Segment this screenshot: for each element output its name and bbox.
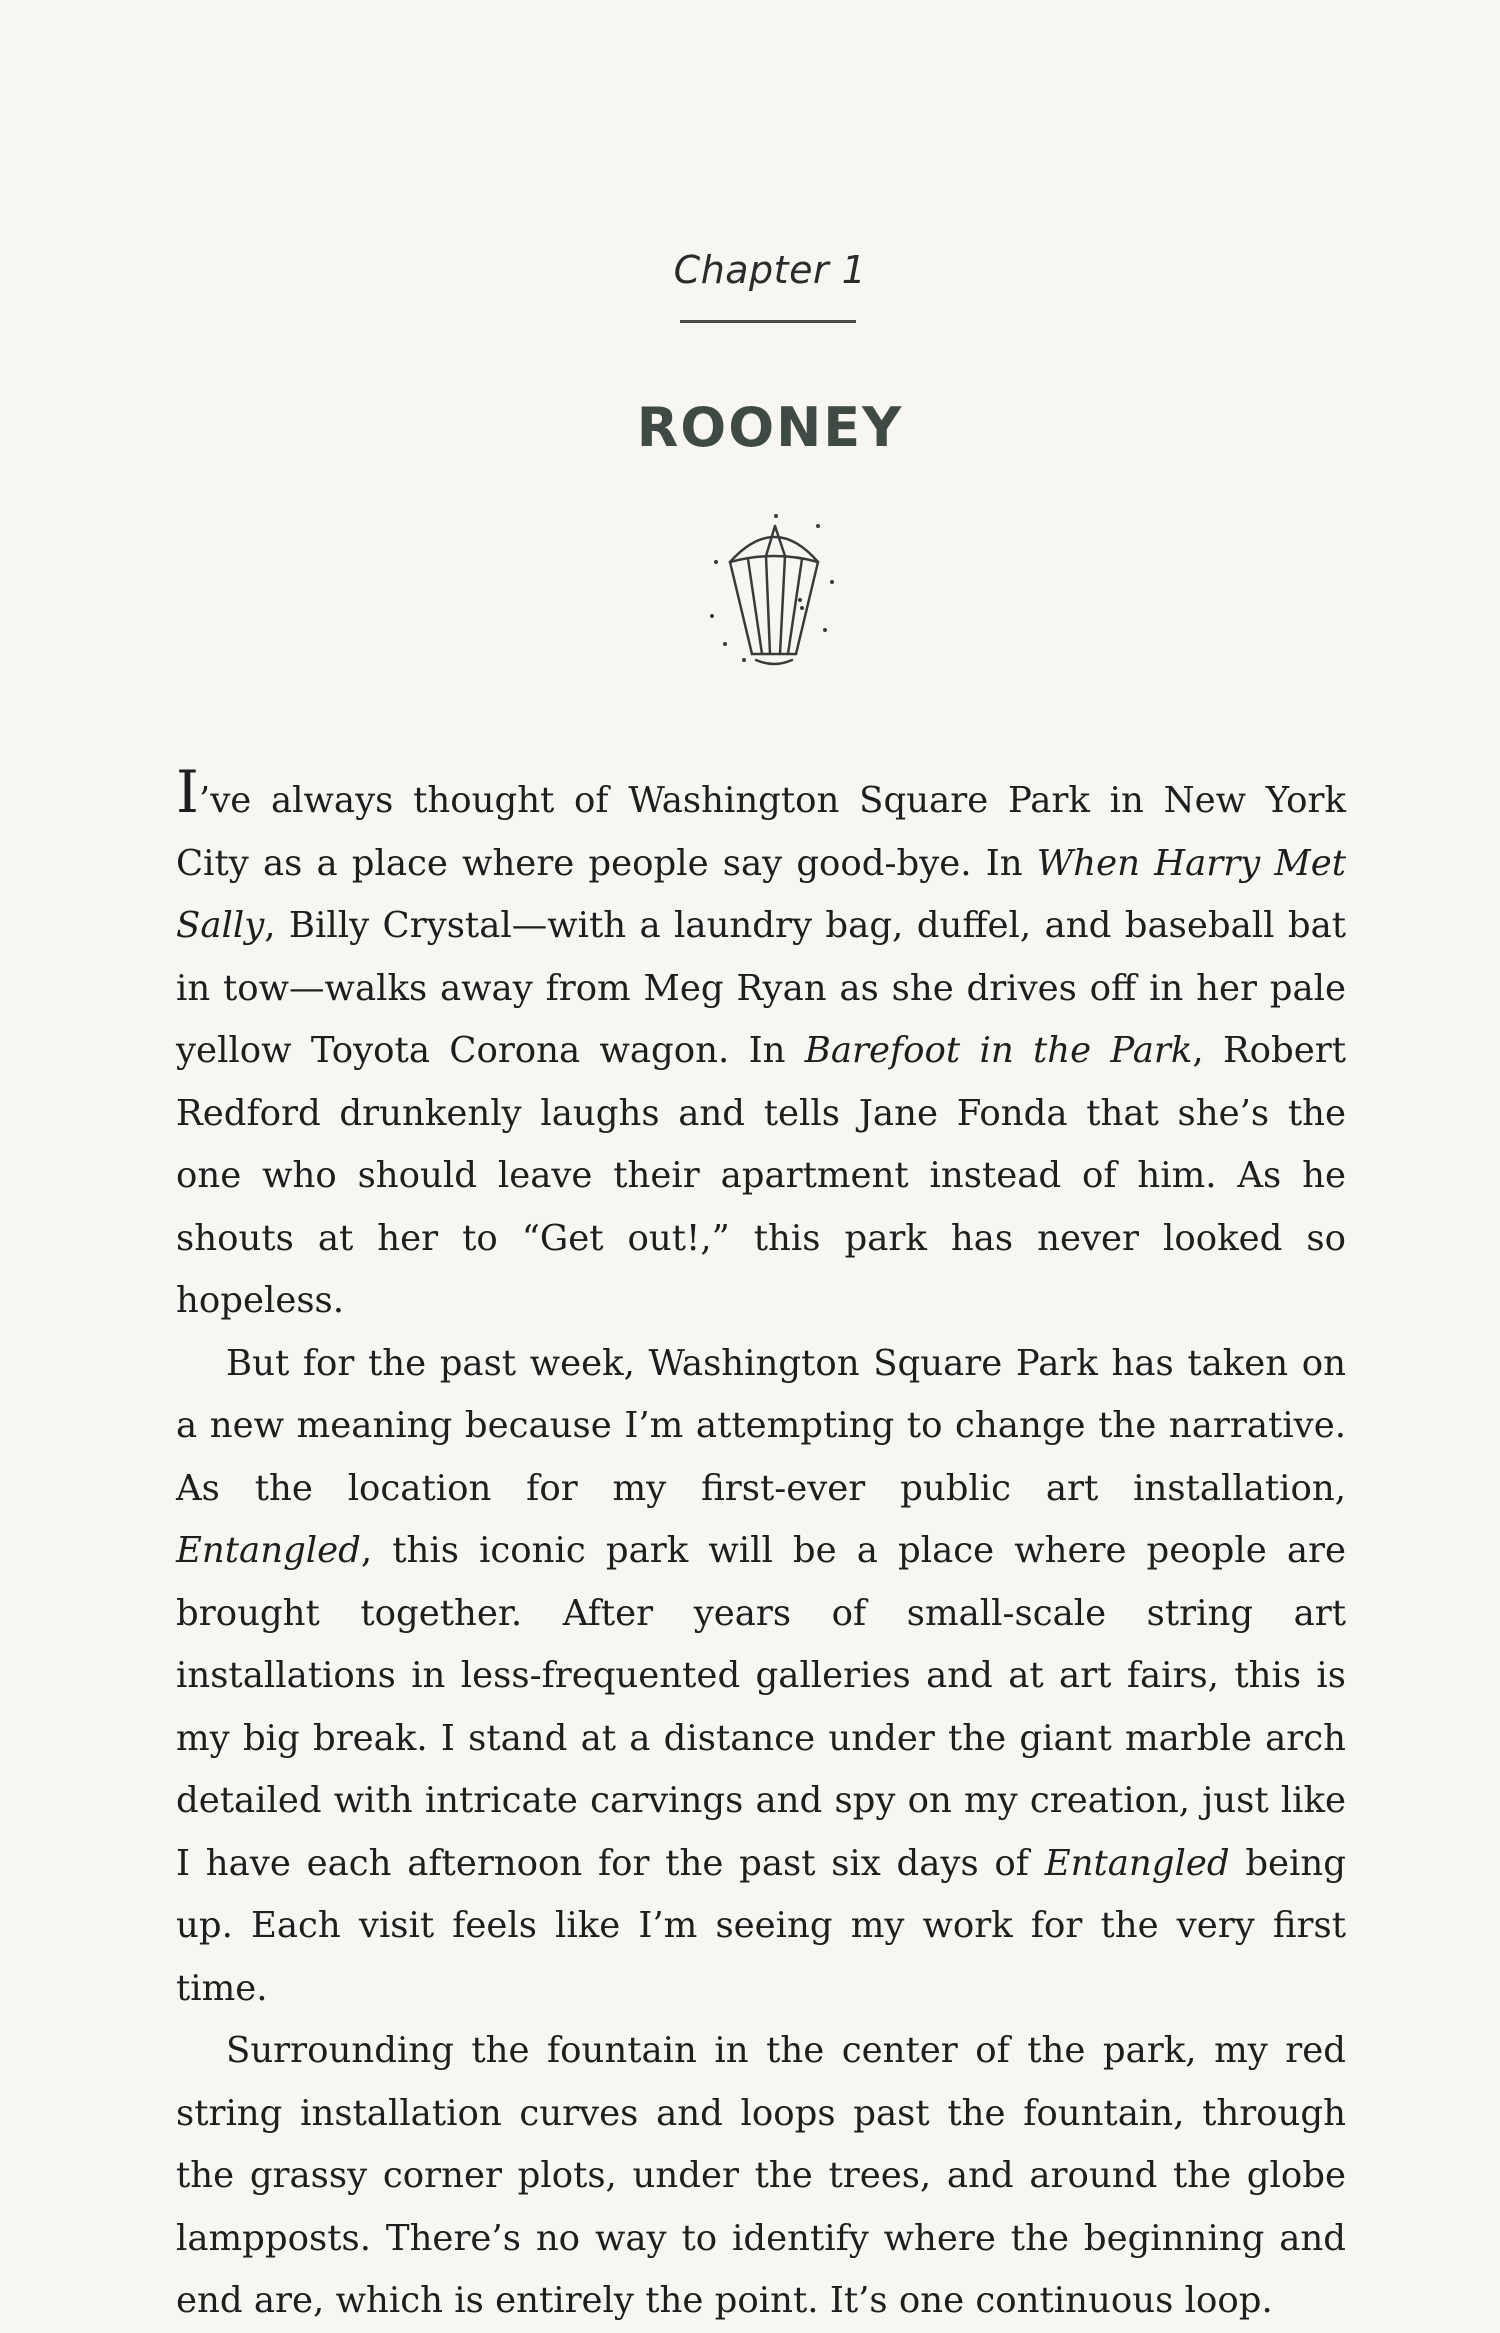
text-run: , Robert Redford drunkenly laughs and tells Jane Fonda that she’s the one who should leave their apartment instead of him. As he shouts at her to “Get out!,” this park has never looked so hopeless. <box>176 1030 1347 1321</box>
paragraph-2 <box>176 1333 1346 2021</box>
chapter-divider <box>680 320 856 323</box>
text-run: , this iconic park will be a place where people are brought together. After years of small-scale string art installations in less-frequented galleries and at art fairs, this is my big break. I stand at a distance under the giant marble arch detailed with intricate carvings and spy on my creation, just like I have each afternoon for the past six days of <box>176 1530 1346 1884</box>
text-run: ’ve always thought of Washington Square Park in New York City as a place where people say good-bye. In <box>176 780 1346 884</box>
drop-cap: I <box>176 758 199 826</box>
film-title: Barefoot in the Park <box>804 1030 1193 1071</box>
text-run: But for the past week, Washington Square Park has taken on a new meaning because I’m attempting to change the narrative. As the location for my first-ever public art installation, <box>176 1342 1346 1509</box>
text-run: , Billy Crystal—with a laundry bag, duffel, and baseball bat in tow—walks away from Meg Ryan as she drives off in her pale yellow Toyota Corona wagon. In <box>176 905 1346 1071</box>
chapter-title: ROONEY <box>636 396 904 459</box>
chapter-body <box>176 758 1347 2333</box>
installation-title: Entangled <box>1044 1842 1230 1884</box>
paragraph-3 <box>176 2020 1346 2333</box>
chapter-label: Chapter 1 <box>673 248 867 292</box>
installation-title: Entangled <box>176 1530 361 1571</box>
text-run: Surrounding the fountain in the center of the park, my red string installation curves and loops past the fountain, through the grassy corner plots, under the trees, and around the globe lampposts. There’s no way to identify where the beginning and end are, which is entirely the point. It’s one continuous loop. <box>176 2030 1346 2321</box>
text-run: being up. Each visit feels like I’m seeing my work for the very first time. <box>176 1842 1346 2009</box>
paragraph-1 <box>176 758 1347 1333</box>
hot-air-lantern-icon <box>690 512 860 672</box>
film-title: When Harry Met Sally <box>176 842 1346 946</box>
